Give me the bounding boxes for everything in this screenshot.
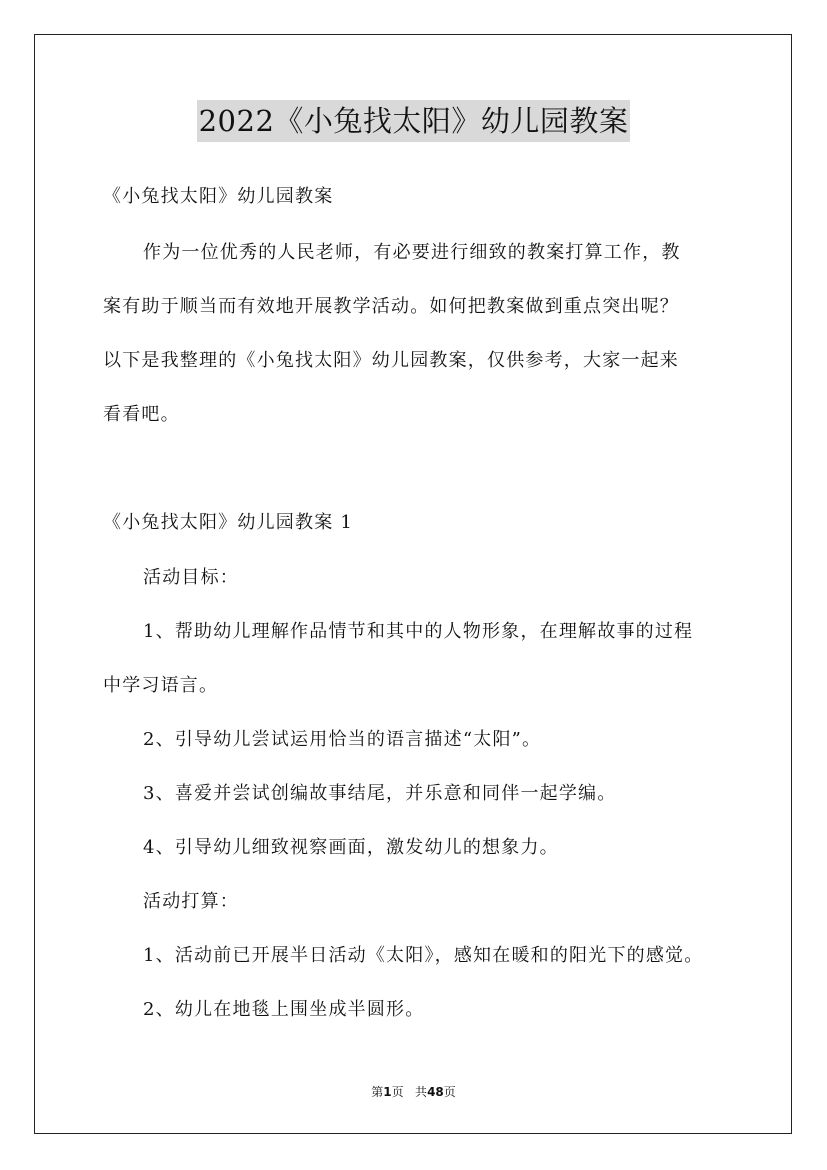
footer-total-suffix: 页 (443, 1085, 456, 1099)
section-heading: 《小兔找太阳》幼儿园教案 1 (103, 512, 353, 533)
prep-line-2: 2、幼儿在地毯上围坐成半圆形。 (143, 999, 425, 1020)
footer-total-prefix: 共 (415, 1085, 428, 1099)
prep-line-1: 1、活动前已开展半日活动《太阳》，感知在暖和的阳光下的感觉。 (143, 945, 704, 966)
intro-line-1: 作为一位优秀的人民老师，有必要进行细致的教案打算工作，教 (143, 242, 681, 263)
footer-page-prefix: 第 (371, 1085, 384, 1099)
footer-total-pages: 48 (427, 1085, 444, 1099)
goals-label: 活动目标： (143, 567, 239, 588)
intro-line-4: 看看吧。 (103, 404, 180, 425)
title-container (0, 100, 827, 142)
document-title: 2022《小兔找太阳》幼儿园教案 (197, 100, 631, 142)
goal-line-3: 2、引导幼儿尝试运用恰当的语言描述“太阳”。 (143, 729, 542, 750)
goal-line-4: 3、喜爱并尝试创编故事结尾，并乐意和同伴一起学编。 (143, 783, 617, 804)
document-subtitle: 《小兔找太阳》幼儿园教案 (103, 186, 334, 207)
goal-line-2: 中学习语言。 (103, 675, 219, 696)
intro-line-3: 以下是我整理的《小兔找太阳》幼儿园教案，仅供参考，大家一起来 (103, 350, 679, 371)
footer-page-number: 1 (383, 1085, 392, 1099)
intro-line-2: 案有助于顺当而有效地开展教学活动。如何把教案做到重点突出呢？ (103, 296, 679, 317)
goal-line-1: 1、帮助幼儿理解作品情节和其中的人物形象，在理解故事的过程 (143, 621, 694, 642)
goal-line-5: 4、引导幼儿细致视察画面，激发幼儿的想象力。 (143, 837, 559, 858)
prep-label: 活动打算： (143, 891, 239, 912)
page-footer (0, 1083, 827, 1100)
footer-page-suffix: 页 (391, 1085, 404, 1099)
